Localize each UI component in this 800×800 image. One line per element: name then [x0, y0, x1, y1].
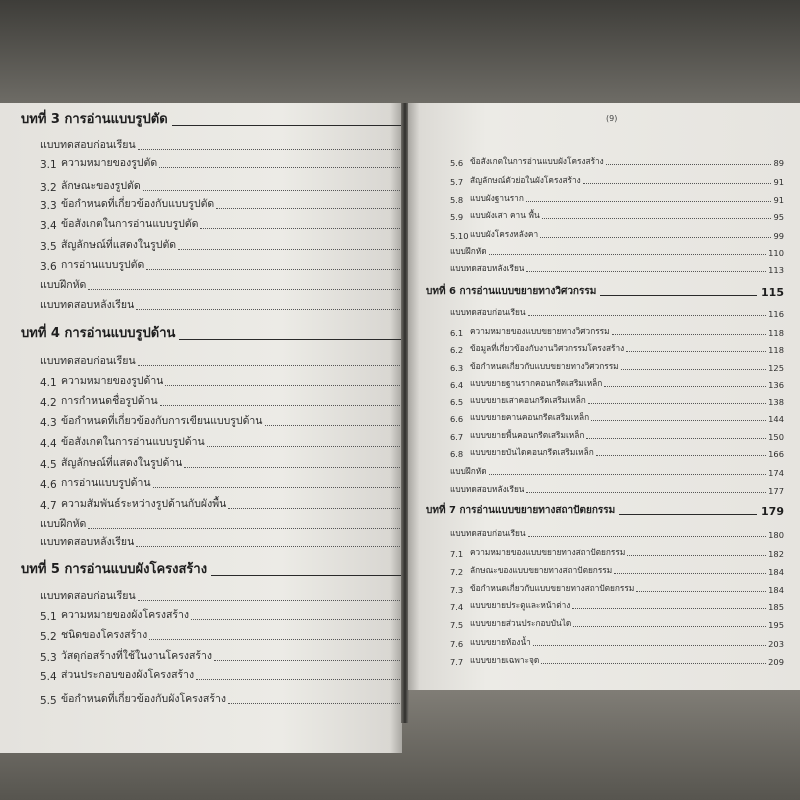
- entry-page: 180: [768, 530, 784, 540]
- chapter-title: บทที่ 4 การอ่านแบบรูปด้าน: [21, 326, 176, 341]
- dot-leader: [636, 591, 766, 592]
- entry-number: 5.7: [450, 177, 464, 187]
- entry-page: 177: [768, 486, 784, 496]
- toc-entry[interactable]: [40, 589, 402, 604]
- entry-page: 138: [768, 397, 784, 407]
- entry-page: 118: [768, 345, 784, 355]
- toc-entry[interactable]: [450, 466, 784, 478]
- toc-entry[interactable]: [40, 197, 402, 212]
- entry-label: แบบผังโครงหลังคา: [470, 229, 539, 239]
- toc-entry[interactable]: [450, 326, 784, 338]
- chapter-title: บทที่ 5 การอ่านแบบผังโครงสร้าง: [21, 562, 208, 577]
- dot-leader: [146, 269, 400, 270]
- dot-leader: [88, 289, 400, 290]
- entry-number: 6.6: [450, 414, 464, 424]
- entry-label: ข้อกำหนดเกี่ยวกับแบบขยายทางวิศวกรรม: [470, 361, 619, 371]
- entry-number: 3.4: [40, 220, 57, 232]
- entry-number: 4.2: [40, 397, 57, 409]
- entry-label: ข้อมูลที่เกี่ยวข้องกับงานวิศวกรรมโครงสร้าง: [470, 343, 625, 353]
- dot-leader: [588, 403, 766, 404]
- entry-label: แบบฝึกหัด: [40, 518, 87, 530]
- dot-leader: [604, 386, 766, 387]
- entry-label: ส่วนประกอบของผังโครงสร้าง: [61, 669, 195, 681]
- dot-leader: [138, 600, 400, 601]
- dot-leader: [196, 679, 400, 680]
- entry-label: ข้อสังเกตในการอ่านแบบรูปตัด: [61, 218, 199, 230]
- toc-entry[interactable]: [40, 517, 402, 532]
- toc-entry[interactable]: [40, 649, 402, 664]
- entry-number: 3.1: [40, 159, 57, 171]
- entry-label: ความสัมพันธ์ระหว่างรูปด้านกับผังพื้น: [61, 498, 227, 510]
- entry-page: 209: [768, 657, 784, 667]
- dot-leader: [214, 660, 400, 661]
- entry-page: 91: [773, 177, 784, 187]
- toc-entry[interactable]: [450, 484, 784, 496]
- toc-entry[interactable]: [40, 138, 402, 153]
- chapter-rule: [619, 514, 757, 515]
- entry-number: 5.8: [450, 195, 464, 205]
- dot-leader: [228, 508, 400, 509]
- entry-label: การอ่านแบบรูปด้าน: [61, 477, 151, 489]
- chapter-rule: [211, 575, 402, 576]
- toc-entry[interactable]: [450, 307, 784, 319]
- entry-label: ความหมายของรูปด้าน: [61, 375, 164, 387]
- entry-label: ข้อกำหนดเกี่ยวกับแบบขยายทางสถาปัตยกรรม: [470, 583, 635, 593]
- entry-page: 166: [768, 449, 784, 459]
- toc-entry[interactable]: [40, 179, 402, 194]
- chapter-title: บทที่ 7 การอ่านแบบขยายทางสถาปัตยกรรม: [426, 505, 616, 516]
- entry-label: แบบทดสอบหลังเรียน: [40, 299, 135, 311]
- dot-leader: [596, 455, 766, 456]
- dot-leader: [489, 254, 767, 255]
- toc-entry[interactable]: [450, 430, 784, 442]
- toc-entry[interactable]: [450, 246, 784, 258]
- entry-label: แบบขยายฐานรากคอนกรีตเสริมเหล็ก: [470, 378, 603, 388]
- entry-label: สัญลักษณ์ตัวย่อในผังโครงสร้าง: [470, 175, 581, 185]
- dot-leader: [626, 351, 766, 352]
- entry-label: ข้อกำหนดที่เกี่ยวข้องกับผังโครงสร้าง: [61, 693, 226, 705]
- toc-entry[interactable]: [40, 608, 402, 623]
- toc-entry[interactable]: [450, 343, 784, 355]
- chapter-rule: [172, 125, 402, 126]
- dot-leader: [572, 608, 766, 609]
- toc-entry[interactable]: [450, 447, 784, 459]
- entry-page: 95: [773, 212, 784, 222]
- chapter-heading: [426, 285, 784, 299]
- entry-label: แบบทดสอบก่อนเรียน: [40, 139, 136, 151]
- dot-leader: [138, 365, 400, 366]
- toc-entry[interactable]: [40, 217, 402, 232]
- entry-label: แบบทดสอบก่อนเรียน: [40, 355, 136, 367]
- toc-entry[interactable]: [40, 298, 402, 313]
- entry-label: แบบขยายคานคอนกรีตเสริมเหล็ก: [470, 412, 590, 422]
- dot-leader: [540, 237, 771, 238]
- dot-leader: [88, 528, 400, 529]
- dot-leader: [136, 546, 400, 547]
- chapter-rule: [179, 339, 402, 340]
- entry-number: 4.4: [40, 438, 57, 450]
- chapter-heading: [21, 325, 402, 343]
- dot-leader: [149, 639, 400, 640]
- entry-page: 174: [768, 468, 784, 478]
- entry-page: 185: [768, 602, 784, 612]
- entry-number: 5.9: [450, 212, 464, 222]
- toc-entry[interactable]: [40, 414, 402, 429]
- dot-leader: [606, 164, 772, 165]
- entry-number: 5.2: [40, 631, 57, 643]
- entry-label: แบบฝึกหัด: [450, 466, 487, 476]
- toc-entry[interactable]: [40, 354, 402, 369]
- toc-entry[interactable]: [450, 193, 784, 205]
- toc-entry[interactable]: [450, 175, 784, 187]
- entry-number: 4.6: [40, 479, 57, 491]
- chapter-title: บทที่ 6 การอ่านแบบขยายทางวิศวกรรม: [426, 286, 597, 297]
- entry-page: 91: [773, 195, 784, 205]
- entry-number: 4.1: [40, 377, 57, 389]
- chapter-heading: [21, 111, 402, 129]
- entry-number: 7.2: [450, 567, 464, 577]
- chapter-title: บทที่ 3 การอ่านแบบรูปตัด: [21, 112, 168, 127]
- toc-entry[interactable]: [450, 637, 784, 649]
- dot-leader: [153, 487, 400, 488]
- dot-leader: [160, 405, 400, 406]
- entry-number: 5.3: [40, 652, 57, 664]
- entry-label: ความหมายของแบบขยายทางวิศวกรรม: [470, 326, 610, 336]
- entry-page: 116: [768, 309, 784, 319]
- dot-leader: [200, 228, 400, 229]
- entry-page: 125: [768, 363, 784, 373]
- entry-page: 144: [768, 414, 784, 424]
- entry-number: 3.2: [40, 182, 57, 194]
- entry-label: การอ่านแบบรูปตัด: [61, 259, 145, 271]
- entry-number: 7.3: [450, 585, 464, 595]
- toc-entry[interactable]: [450, 618, 784, 630]
- toc-entry[interactable]: [450, 600, 784, 612]
- entry-number: 3.5: [40, 241, 57, 253]
- entry-label: แบบทดสอบก่อนเรียน: [450, 528, 526, 538]
- entry-label: แบบขยายเฉพาะจุด: [470, 655, 540, 665]
- entry-label: แบบฝึกหัด: [450, 246, 487, 256]
- toc-entry[interactable]: [40, 456, 402, 471]
- chapter-page: 179: [761, 505, 784, 518]
- toc-entry[interactable]: [40, 435, 402, 450]
- entry-label: ข้อสังเกตในการอ่านแบบรูปด้าน: [61, 436, 205, 448]
- entry-page: 195: [768, 620, 784, 630]
- entry-label: ข้อกำหนดที่เกี่ยวข้องกับแบบรูปตัด: [61, 198, 215, 210]
- toc-entry[interactable]: [40, 394, 402, 409]
- dot-leader: [143, 190, 400, 191]
- dot-leader: [542, 218, 772, 219]
- dot-leader: [138, 149, 400, 150]
- entry-number: 5.10: [450, 231, 469, 241]
- entry-number: 7.7: [450, 657, 464, 667]
- dot-leader: [621, 369, 767, 370]
- toc-entry[interactable]: [450, 156, 784, 168]
- entry-number: 6.2: [450, 345, 464, 355]
- entry-number: 5.4: [40, 671, 57, 683]
- entry-number: 7.1: [450, 549, 464, 559]
- entry-page: 118: [768, 328, 784, 338]
- entry-label: แบบขยายเสาคอนกรีตเสริมเหล็ก: [470, 395, 586, 405]
- toc-entry[interactable]: [450, 395, 784, 407]
- entry-number: 4.3: [40, 417, 57, 429]
- dot-leader: [583, 183, 772, 184]
- toc-entry[interactable]: [40, 628, 402, 643]
- dot-leader: [526, 201, 772, 202]
- entry-number: 3.6: [40, 261, 57, 273]
- dot-leader: [541, 663, 766, 664]
- toc-entry[interactable]: [450, 565, 784, 577]
- entry-page: 136: [768, 380, 784, 390]
- dot-leader: [526, 492, 766, 493]
- entry-label: แบบขยายห้องน้ำ: [470, 637, 531, 647]
- entry-label: ความหมายของแบบขยายทางสถาปัตยกรรม: [470, 547, 626, 557]
- entry-label: แบบผังฐานราก: [470, 193, 524, 203]
- toc-entry[interactable]: [40, 374, 402, 389]
- toc-entry[interactable]: [40, 278, 402, 293]
- toc-entry[interactable]: [450, 655, 784, 667]
- dot-leader: [573, 626, 766, 627]
- toc-entry[interactable]: [450, 263, 784, 275]
- entry-label: ลักษณะของแบบขยายทางสถาปัตยกรรม: [470, 565, 613, 575]
- toc-entry[interactable]: [450, 547, 784, 559]
- dot-leader: [526, 271, 766, 272]
- entry-label: แบบทดสอบหลังเรียน: [450, 484, 525, 494]
- toc-entry[interactable]: [450, 412, 784, 424]
- toc-entry[interactable]: [40, 476, 402, 491]
- entry-number: 7.5: [450, 620, 464, 630]
- entry-number: 6.4: [450, 380, 464, 390]
- toc-entry[interactable]: [40, 535, 402, 550]
- entry-page: 89: [773, 158, 784, 168]
- entry-number: 7.6: [450, 639, 464, 649]
- entry-label: วัสดุก่อสร้างที่ใช้ในงานโครงสร้าง: [61, 650, 213, 662]
- entry-label: แบบผังเสา คาน พื้น: [470, 210, 540, 220]
- toc-entry[interactable]: [40, 258, 402, 273]
- entry-label: แบบขยายพื้นคอนกรีตเสริมเหล็ก: [470, 430, 585, 440]
- dot-leader: [533, 645, 766, 646]
- chapter-heading: [21, 561, 402, 579]
- dot-leader: [178, 249, 400, 250]
- entry-page: 203: [768, 639, 784, 649]
- toc-entry[interactable]: [40, 156, 402, 171]
- toc-entry[interactable]: [450, 229, 784, 241]
- entry-page: 150: [768, 432, 784, 442]
- entry-page: 99: [773, 231, 784, 241]
- entry-label: สัญลักษณ์ที่แสดงในรูปด้าน: [61, 457, 183, 469]
- entry-label: การกำหนดชื่อรูปด้าน: [61, 395, 158, 407]
- entry-label: แบบทดสอบหลังเรียน: [450, 263, 525, 273]
- entry-label: แบบขยายประตูและหน้าต่าง: [470, 600, 571, 610]
- toc-entry[interactable]: [450, 210, 784, 222]
- entry-label: แบบทดสอบก่อนเรียน: [450, 307, 526, 317]
- entry-number: 4.5: [40, 459, 57, 471]
- entry-number: 6.7: [450, 432, 464, 442]
- dot-leader: [228, 703, 400, 704]
- dot-leader: [627, 555, 766, 556]
- entry-label: ข้อกำหนดที่เกี่ยวข้องกับการเขียนแบบรูปด้าน: [61, 415, 263, 427]
- chapter-rule: [600, 295, 757, 296]
- entry-label: ความหมายของรูปตัด: [61, 157, 158, 169]
- dot-leader: [591, 420, 766, 421]
- dot-leader: [612, 334, 767, 335]
- entry-number: 6.8: [450, 449, 464, 459]
- toc-entry[interactable]: [40, 668, 402, 683]
- entry-number: 6.5: [450, 397, 464, 407]
- entry-number: 4.7: [40, 500, 57, 512]
- toc-entry[interactable]: [40, 692, 402, 707]
- entry-page: 184: [768, 567, 784, 577]
- chapter-page: 115: [761, 286, 784, 299]
- entry-label: สัญลักษณ์ที่แสดงในรูปตัด: [61, 239, 177, 251]
- page-number: (9): [606, 114, 618, 123]
- dot-leader: [216, 208, 400, 209]
- right-page: [408, 103, 800, 690]
- dot-leader: [184, 467, 400, 468]
- entry-label: ชนิดของโครงสร้าง: [61, 629, 148, 641]
- entry-number: 5.5: [40, 695, 57, 707]
- toc-entry[interactable]: [40, 238, 402, 253]
- entry-label: ลักษณะของรูปตัด: [61, 180, 141, 192]
- toc-entry[interactable]: [40, 497, 402, 512]
- dot-leader: [165, 385, 400, 386]
- entry-page: 182: [768, 549, 784, 559]
- dot-leader: [489, 474, 767, 475]
- dot-leader: [586, 438, 766, 439]
- toc-entry[interactable]: [450, 378, 784, 390]
- left-page: [0, 103, 402, 753]
- dot-leader: [136, 309, 400, 310]
- entry-label: แบบทดสอบหลังเรียน: [40, 536, 135, 548]
- entry-label: แบบฝึกหัด: [40, 279, 87, 291]
- entry-label: แบบขยายส่วนประกอบบันได: [470, 618, 572, 628]
- chapter-heading: [426, 504, 784, 518]
- entry-number: 3.3: [40, 200, 57, 212]
- toc-entry[interactable]: [450, 583, 784, 595]
- entry-number: 6.3: [450, 363, 464, 373]
- dot-leader: [207, 446, 400, 447]
- entry-number: 5.1: [40, 611, 57, 623]
- dot-leader: [191, 619, 400, 620]
- dot-leader: [614, 573, 766, 574]
- entry-label: แบบขยายบันไดคอนกรีตเสริมเหล็ก: [470, 447, 594, 457]
- entry-page: 184: [768, 585, 784, 595]
- toc-entry[interactable]: [450, 361, 784, 373]
- entry-page: 110: [768, 248, 784, 258]
- dot-leader: [159, 167, 400, 168]
- entry-label: แบบทดสอบก่อนเรียน: [40, 590, 136, 602]
- entry-label: ข้อสังเกตในการอ่านแบบผังโครงสร้าง: [470, 156, 604, 166]
- toc-entry[interactable]: [450, 528, 784, 540]
- dot-leader: [528, 315, 767, 316]
- dot-leader: [265, 425, 401, 426]
- dot-leader: [528, 536, 767, 537]
- entry-number: 7.4: [450, 602, 464, 612]
- background-top: [0, 0, 800, 104]
- entry-number: 6.1: [450, 328, 464, 338]
- entry-label: ความหมายของผังโครงสร้าง: [61, 609, 190, 621]
- entry-number: 5.6: [450, 158, 464, 168]
- entry-page: 113: [768, 265, 784, 275]
